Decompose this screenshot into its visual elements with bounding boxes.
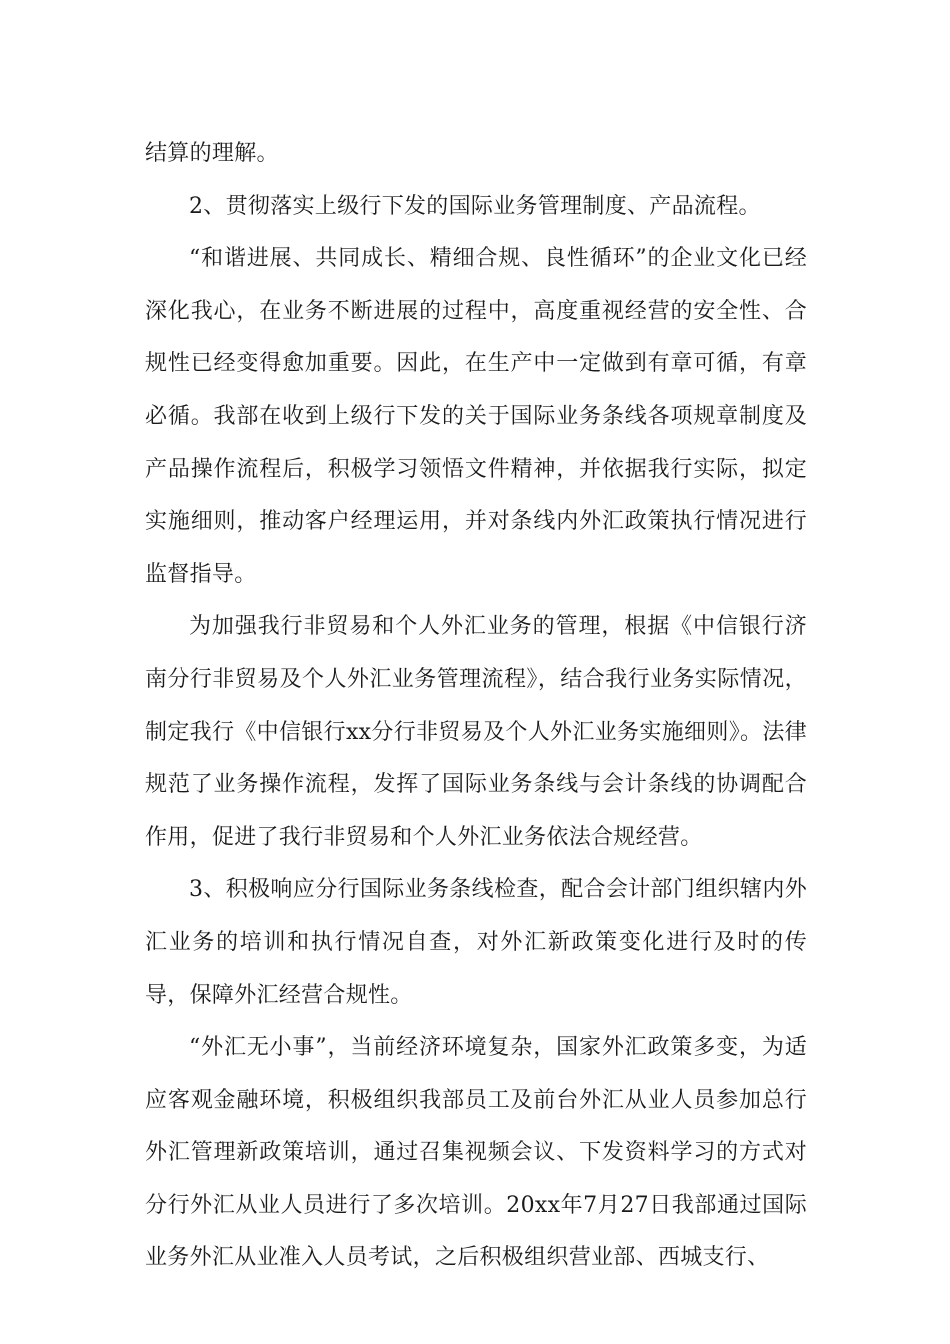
paragraph-1: 结算的理解。 <box>145 141 279 166</box>
paragraph-5: 3、积极响应分行国际业务条线检查，配合会计部门组织辖内外汇业务的培训和执行情况自查，对外汇新政策变化进行及时的传导，保障外汇经营合规性。 <box>145 877 807 1008</box>
paragraph-3: “和谐进展、共同成长、精细合规、良性循环”的企业文化已经深化我心，在业务不断进展的过程中，高度重视经营的安全性、合规性已经变得愈加重要。因此，在生产中一定做到有章可循，有章必循。我部在收到上级行下发的关于国际业务条线各项规章制度及产品操作流程后，积极学习领悟文件精神，并依据我行实际，拟定实施细则，推动客户经理运用，并对条线内外汇政策执行情况进行监督指导。 <box>145 246 807 587</box>
paragraph-6: “外汇无小事”，当前经济环境复杂，国家外汇政策多变，为适应客观金融环境，积极组织我部员工及前台外汇从业人员参加总行外汇管理新政策培训，通过召集视频会议、下发资料学习的方式对分行外汇从业人员进行了多次培训。20xx年7月27日我部通过国际业务外汇从业准入人员考试，之后积极组织营业部、西城支行、 <box>145 1035 807 1271</box>
paragraph-4: 为加强我行非贸易和个人外汇业务的管理，根据《中信银行济南分行非贸易及个人外汇业务管理流程》，结合我行业务实际情况，制定我行《中信银行xx分行非贸易及个人外汇业务实施细则》。法律规范了业务操作流程，发挥了国际业务条线与会计条线的协调配合作用，促进了我行非贸易和个人外汇业务依法合规经营。 <box>145 614 807 850</box>
document-body <box>145 128 807 1285</box>
paragraph-2: 2、贯彻落实上级行下发的国际业务管理制度、产品流程。 <box>189 193 761 219</box>
